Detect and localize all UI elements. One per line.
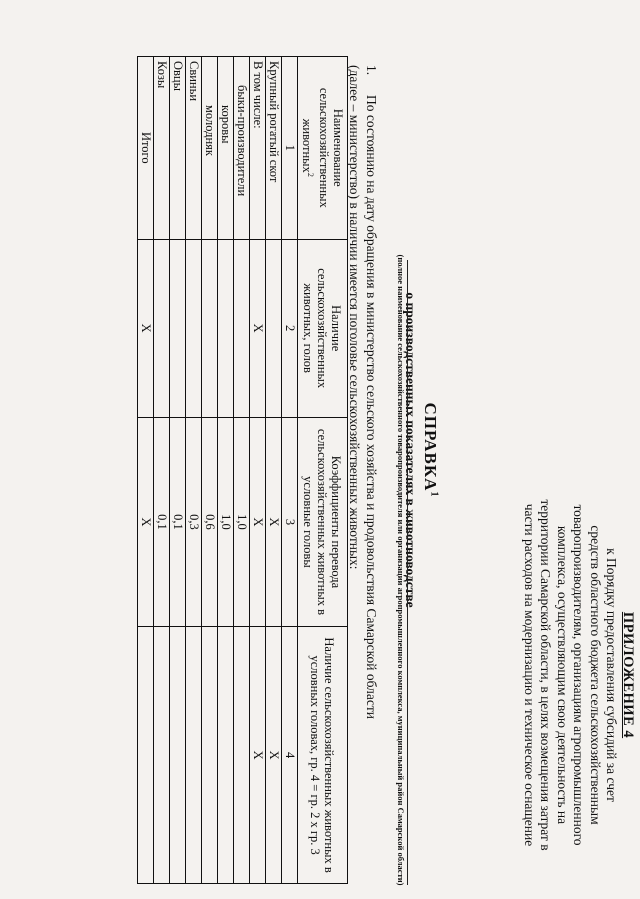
column-number: 2 bbox=[281, 239, 297, 417]
row-count-cell bbox=[185, 239, 201, 417]
appendix-line: комплекса, осуществляющим свою деятельность на bbox=[555, 525, 570, 825]
table-row bbox=[217, 57, 233, 884]
row-coefficient-cell: Х bbox=[249, 417, 265, 626]
appendix-line: территории Самарской области, в целях возмещения затрат в bbox=[538, 499, 554, 851]
row-count-cell bbox=[233, 239, 249, 417]
table-row bbox=[233, 57, 249, 884]
appendix-line: средств областного бюджета сельскохозяйственным bbox=[588, 525, 603, 825]
table-row bbox=[249, 57, 265, 884]
row-name: Крупный рогатый скот bbox=[265, 57, 281, 240]
row-count-cell bbox=[201, 239, 217, 417]
row-count-cell bbox=[153, 239, 169, 417]
row-coefficient-cell: 0,6 bbox=[201, 417, 217, 626]
header-conditional-heads: Наличие сельскохозяйственных животных в условных головах, гр. 4 = гр. 2 х гр. 3 bbox=[297, 627, 347, 884]
row-count-cell bbox=[169, 239, 185, 417]
row-name: быки-производители bbox=[233, 57, 249, 240]
header-text: Наименование сельскохозяйственных животных bbox=[299, 87, 345, 208]
row-name: В том числе: bbox=[249, 57, 265, 240]
paragraph-line-1 bbox=[363, 65, 380, 885]
row-conditional-cell bbox=[233, 627, 249, 884]
header-animal-name bbox=[297, 57, 347, 240]
paragraph-line-2: (далее – министерство) в наличии имеется поголовье сельскохозяйственных животных: bbox=[347, 65, 362, 570]
row-coefficient-cell: 1,0 bbox=[217, 417, 233, 626]
paragraph-text: По состоянию на дату обращения в министерство сельского хозяйства и продовольствия Самарской области bbox=[364, 95, 379, 720]
row-coefficient-cell: Х bbox=[265, 417, 281, 626]
appendix-header bbox=[521, 470, 637, 880]
table-row bbox=[201, 57, 217, 884]
column-number: 1 bbox=[281, 57, 297, 240]
header-conversion-coefficient: Коэффициенты перевода сельскохозяйственных животных в условные головы bbox=[297, 417, 347, 626]
paragraph-number: 1. bbox=[364, 65, 379, 76]
document-title-text: СПРАВКА bbox=[421, 402, 440, 492]
row-count-cell: Х bbox=[249, 239, 265, 417]
row-name: Свиньи bbox=[185, 57, 201, 240]
row-conditional-cell bbox=[201, 627, 217, 884]
row-name: Овцы bbox=[169, 57, 185, 240]
header-animal-count: Наличие сельскохозяйственных животных, голов bbox=[297, 239, 347, 417]
total-label: Итого bbox=[137, 57, 153, 240]
total-count-cell: Х bbox=[137, 239, 153, 417]
column-number-row bbox=[281, 57, 297, 884]
row-conditional-cell bbox=[185, 627, 201, 884]
document-subtitle: о производственных показателях в животноводстве bbox=[403, 292, 418, 608]
total-conditional-cell bbox=[137, 627, 153, 884]
table-row bbox=[185, 57, 201, 884]
row-coefficient-cell: 0,1 bbox=[169, 417, 185, 626]
appendix-title: ПРИЛОЖЕНИЕ 4 bbox=[620, 611, 636, 739]
document-title bbox=[420, 200, 440, 700]
row-coefficient-cell: 1,0 bbox=[233, 417, 249, 626]
table-row bbox=[169, 57, 185, 884]
appendix-line: части расходов на модернизацию и техническое оснащение bbox=[522, 503, 537, 847]
column-number: 4 bbox=[281, 627, 297, 884]
column-number: 3 bbox=[281, 417, 297, 626]
row-name: коровы bbox=[217, 57, 233, 240]
row-name: Козы bbox=[153, 57, 169, 240]
paragraph-1 bbox=[346, 65, 380, 885]
row-count-cell bbox=[217, 239, 233, 417]
row-conditional-cell: Х bbox=[265, 627, 281, 884]
row-coefficient-cell: 0,1 bbox=[153, 417, 169, 626]
header-footnote-mark: 2 bbox=[306, 172, 315, 177]
organization-name-caption: (полное наименование сельскохозяйственного товаропроизводителя или организации агропромышленного комплекса, муниципальный район Самарской области) bbox=[396, 254, 406, 886]
row-conditional-cell: Х bbox=[249, 627, 265, 884]
total-coefficient-cell: Х bbox=[137, 417, 153, 626]
row-count-cell bbox=[265, 239, 281, 417]
livestock-table bbox=[137, 56, 348, 884]
row-conditional-cell bbox=[169, 627, 185, 884]
table-row bbox=[265, 57, 281, 884]
appendix-line: товаропроизводителям, организациям агропромышленного bbox=[571, 504, 587, 846]
appendix-line: к Порядку предоставления субсидий за счет bbox=[604, 548, 620, 802]
table-header-row bbox=[297, 57, 347, 884]
row-name: молодняк bbox=[201, 57, 217, 240]
table-total-row bbox=[137, 57, 153, 884]
document-title-footnote-mark: 1 bbox=[428, 491, 440, 498]
table-row bbox=[153, 57, 169, 884]
row-conditional-cell bbox=[217, 627, 233, 884]
row-coefficient-cell: 0,3 bbox=[185, 417, 201, 626]
organization-name-line bbox=[407, 260, 408, 885]
row-conditional-cell bbox=[153, 627, 169, 884]
